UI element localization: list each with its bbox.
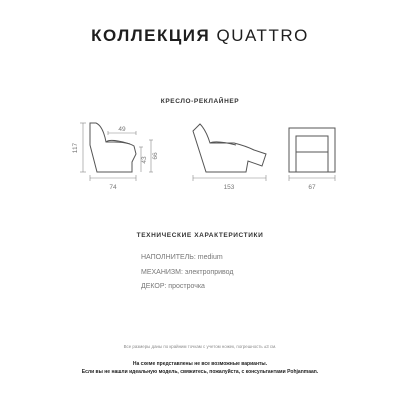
spec-value: medium [197,254,223,261]
dim-seat-depth: 49 [118,126,126,133]
dim-side-height: 117 [72,142,79,154]
side-view-drawing [90,123,136,172]
spec-value: электропривод [184,268,234,276]
disclaimer-line-1: На схеме представлены не все возможные варианты. [132,361,268,367]
specs-heading: ТЕХНИЧЕСКИЕ ХАРАКТЕРИСТИКИ [136,232,264,239]
spec-decor [141,280,233,295]
spec-label: ДЕКОР: [141,283,167,290]
front-view-dimensions [289,175,335,181]
specs-list [141,251,233,295]
product-name: КРЕСЛО-РЕКЛАЙНЕР [160,98,240,105]
spec-value: прострочка [168,283,205,290]
dimensions-footnote: Все размеры даны по крайним точкам с учетом ножек, погрешность ±3 см. [123,344,277,349]
spec-label: МЕХАНИЗМ: [141,268,183,276]
dim-front-width: 67 [308,184,316,191]
reclined-view-drawing [193,124,266,172]
disclaimer [0,360,400,376]
spec-filling [141,251,233,266]
dim-seat-height: 43 [141,156,148,164]
front-view-drawing [289,128,335,172]
dim-side-width: 74 [109,184,117,191]
dim-reclined-length: 153 [223,184,235,191]
disclaimer-line-2: Если вы не нашли идеальную модель, свяжитесь, пожалуйста, с консультантами Pohjanmaan. [81,369,319,375]
dim-arm-height: 66 [152,152,159,160]
spec-label: НАПОЛНИТЕЛЬ: [141,254,196,261]
title-collection-name: QUATTRO [216,26,309,45]
reclined-view-dimensions [193,175,266,181]
title-collection: КОЛЛЕКЦИЯ [91,26,211,45]
spec-mechanism [141,266,233,281]
